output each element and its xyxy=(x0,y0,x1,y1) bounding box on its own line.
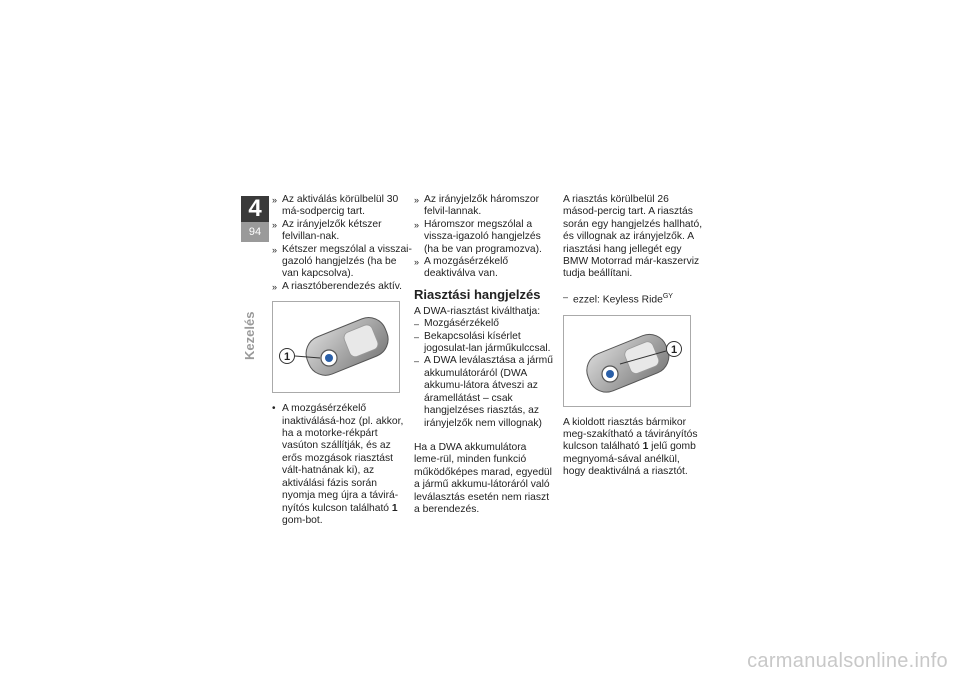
arrow-item: » Az aktiválás körülbelül 30 má-sodpercig tart. xyxy=(272,194,399,218)
column-3 xyxy=(563,194,703,479)
key-fob-figure xyxy=(272,301,400,393)
key-fob-figure-2 xyxy=(563,315,691,407)
bullet-item: • A mozgásérzékelő inaktiválásá-hoz (pl. akkor, ha a motorke-rékpárt vasúton szállítják, és az erős mozgások riasztást vált-hatnának ki), az aktiválási fázis során nyomja meg újra a távirá-nyítós kulcson található 1 gom-bot. xyxy=(272,403,404,526)
intro-text: A DWA-riasztást kiválthatja: xyxy=(414,305,541,317)
dash-icon: – xyxy=(414,356,420,367)
arrow-item: » A mozgásérzékelő deaktiválva van. xyxy=(414,256,509,280)
column-2 xyxy=(414,194,554,516)
section-label: Kezelés xyxy=(242,311,257,360)
callout-1: 1 xyxy=(283,351,291,364)
page-number: 94 xyxy=(248,226,262,238)
dash-icon: – xyxy=(414,319,420,330)
key-fob-image-2 xyxy=(564,316,690,406)
arrow-item: » Kétszer megszólal a visszai-gazoló hangjelzés (ha be van kapcsolva). xyxy=(272,243,412,280)
arrow-icon: » xyxy=(414,257,420,268)
dash-item: – Bekapcsolási kísérlet jogosulat-lan járműkulccsal. xyxy=(414,330,551,355)
arrow-item: » Az irányjelzők kétszer felvillan-nak. xyxy=(272,218,382,243)
arrow-item: » Az irányjelzők háromszor felvil-lannak. xyxy=(414,194,540,218)
paragraph: Ha a DWA akkumulátora leme-rül, minden funkció működőképes marad, egyedül a jármű akkumu-látoráról való leválasztás esetén nem riaszt a berendezés. xyxy=(414,441,552,515)
chapter-number: 4 xyxy=(241,196,269,222)
dash-item: – Mozgásérzékelő xyxy=(414,318,499,330)
paragraph: A kioldott riasztás bármikor meg-szakítható a távirányítós kulcson található 1 jelű gomb megnyomá-sával anélkül, hogy deaktiválná a riasztót. xyxy=(563,416,698,478)
arrow-icon: » xyxy=(272,195,278,205)
arrow-icon: » xyxy=(272,244,278,255)
key-fob-image xyxy=(273,302,399,392)
dash-icon: – xyxy=(563,291,569,302)
arrow-icon: » xyxy=(272,281,278,292)
paragraph: A riasztás körülbelül 26 másod-percig tart. A riasztás során egy hangjelzés hallható, és villognak az irányjelzők. A riasztási hang jellegét egy BMW Motorrad már-kaszerviz tudja beállítani. xyxy=(563,194,703,280)
watermark: carmanualsonline.info xyxy=(747,650,948,672)
bullet-icon: • xyxy=(272,403,276,415)
section-heading: Riasztási hangjelzés xyxy=(414,286,541,302)
dash-item: – ezzel: Keyless Ride$^{GY}$ xyxy=(563,291,673,306)
arrow-item: » A riasztóberendezés aktív. xyxy=(272,280,403,292)
arrow-icon: » xyxy=(272,219,278,230)
dash-item: – A DWA leválasztása a jármű akkumulátoráról (DWA akkumu-látora átveszi az áramellátást – csak hangjelzéses riasztás, az irányjelzők nem villognak) xyxy=(414,355,553,429)
arrow-item: » Háromszor megszólal a vissza-igazoló hangjelzés (ha be van programozva). xyxy=(414,218,542,255)
column-1 xyxy=(272,194,412,527)
arrow-icon: » xyxy=(414,195,420,205)
callout-1: 1 xyxy=(670,343,678,356)
arrow-icon: » xyxy=(414,219,420,230)
dash-icon: – xyxy=(414,331,420,342)
